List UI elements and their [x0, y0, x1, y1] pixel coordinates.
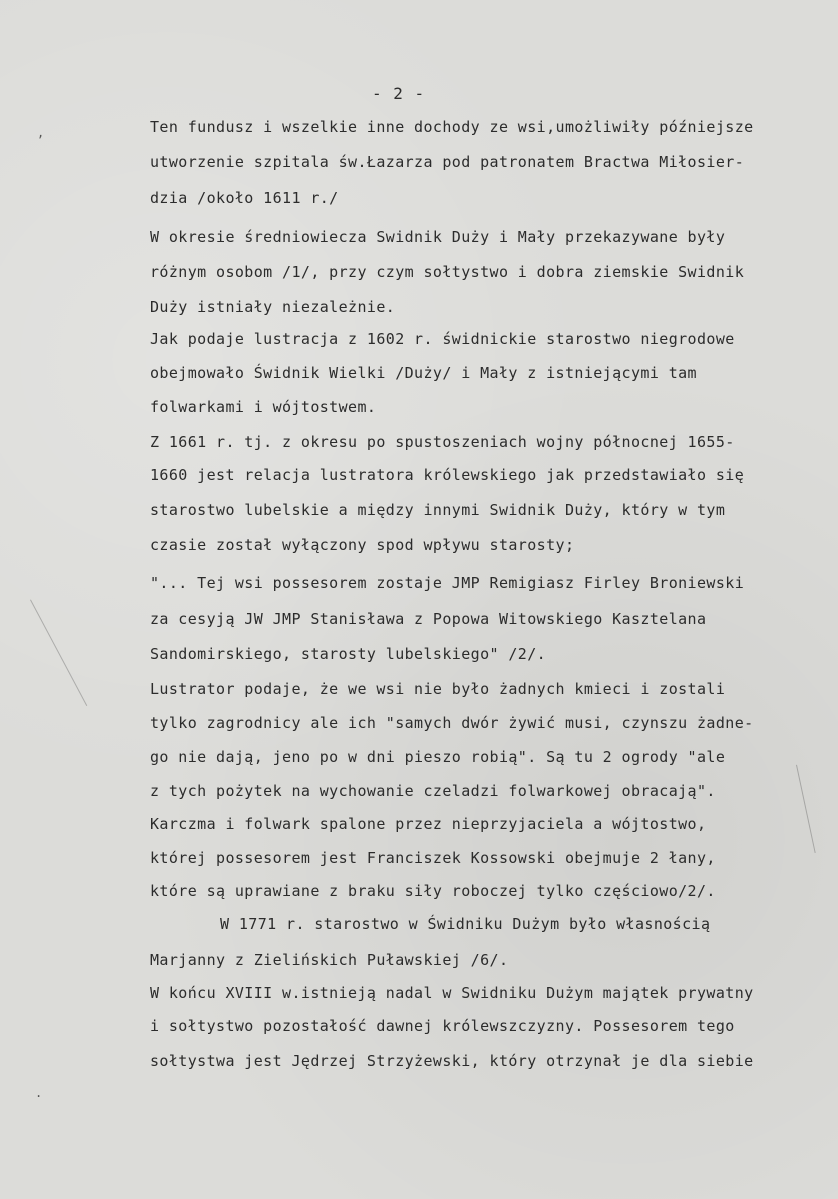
margin-mark-top: , — [37, 126, 45, 140]
text-line: które są uprawiane z braku siły roboczej tylko częściowo/2/. — [150, 882, 716, 900]
text-line: Duży istniały niezależnie. — [150, 298, 396, 316]
text-line: starostwo lubelskie a między innymi Swidnik Duży, który w tym — [150, 501, 726, 519]
text-line: Z 1661 r. tj. z okresu po spustoszeniach wojny północnej 1655- — [150, 433, 735, 451]
text-line: Jak podaje lustracja z 1602 r. świdnickie starostwo niegrodowe — [150, 330, 735, 348]
text-line: różnym osobom /1/, przy czym sołtystwo i dobra ziemskie Swidnik — [150, 263, 745, 281]
margin-mark-bottom: . — [35, 1086, 43, 1100]
text-line: "... Tej wsi possesorem zostaje JMP Remigiasz Firley Broniewski — [150, 574, 745, 592]
text-line: W końcu XVIII w.istnieją nadal w Swidniku Dużym majątek prywatny — [150, 984, 754, 1002]
text-line: której possesorem jest Franciszek Kossowski obejmuje 2 łany, — [150, 849, 716, 867]
text-line: dzia /około 1611 r./ — [150, 189, 339, 207]
text-line: folwarkami i wójtostwem. — [150, 398, 377, 416]
text-line: Lustrator podaje, że we wsi nie było żadnych kmieci i zostali — [150, 680, 726, 698]
text-line: obejmowało Świdnik Wielki /Duży/ i Mały z istniejącymi tam — [150, 364, 697, 382]
text-line: i sołtystwo pozostałość dawnej królewszczyzny. Possesorem tego — [150, 1017, 735, 1035]
text-line: tylko zagrodnicy ale ich "samych dwór żywić musi, czynszu żadne- — [150, 714, 754, 732]
text-line: 1660 jest relacja lustratora królewskiego jak przedstawiało się — [150, 466, 745, 484]
text-line: za cesyją JW JMP Stanisława z Popowa Witowskiego Kasztelana — [150, 610, 707, 628]
text-line: utworzenie szpitala św.Łazarza pod patronatem Bractwa Miłosier- — [150, 153, 745, 171]
text-line: go nie dają, jeno po w dni pieszo robią". Są tu 2 ogrody "ale — [150, 748, 726, 766]
text-line: W 1771 r. starostwo w Świdniku Dużym było własnością — [220, 915, 711, 933]
text-line: W okresie średniowiecza Swidnik Duży i Mały przekazywane były — [150, 228, 726, 246]
text-line: Karczma i folwark spalone przez nieprzyjaciela a wójtostwo, — [150, 815, 707, 833]
text-line: sołtystwa jest Jędrzej Strzyżewski, który otrzynał je dla siebie — [150, 1052, 754, 1070]
text-line: czasie został wyłączony spod wpływu starosty; — [150, 536, 575, 554]
text-line: Sandomirskiego, starosty lubelskiego" /2/. — [150, 645, 547, 663]
text-line: Marjanny z Zielińskich Puławskiej /6/. — [150, 951, 509, 969]
paper-crease-right — [796, 765, 816, 853]
paper-crease-left — [30, 600, 87, 706]
text-line: Ten fundusz i wszelkie inne dochody ze wsi,umożliwiły późniejsze — [150, 118, 754, 136]
text-line: z tych pożytek na wychowanie czeladzi folwarkowej obracają". — [150, 782, 716, 800]
page-number: - 2 - — [372, 84, 426, 103]
